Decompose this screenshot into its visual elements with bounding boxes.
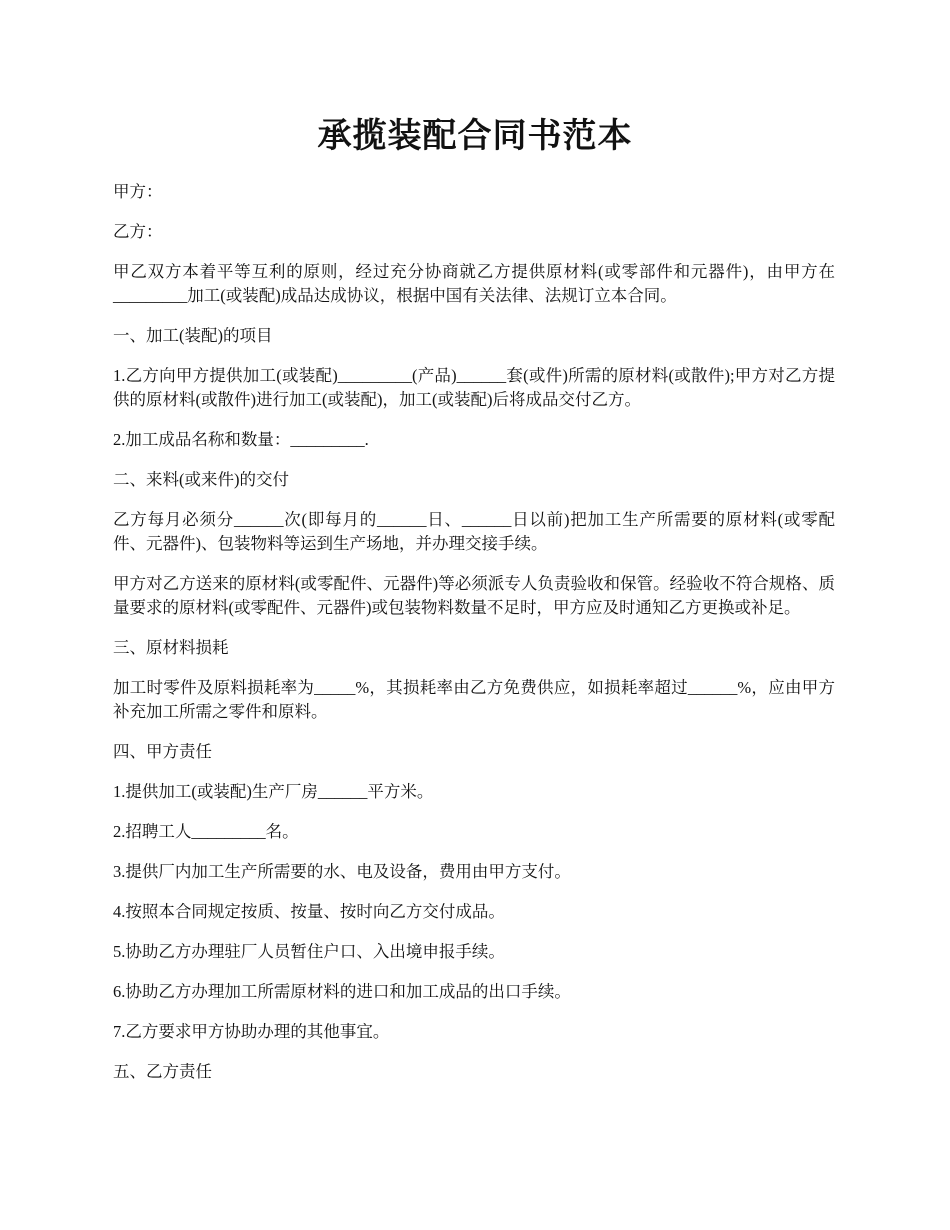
clause-1-1: 1.乙方向甲方提供加工(或装配)_________(产品)______套(或件)所需的原材料(或散件);甲方对乙方提供的原材料(或散件)进行加工(或装配)，加工(或装配)后将成品交付乙方。	[113, 366, 835, 409]
clause-3-1: 加工时零件及原料损耗率为_____%，其损耗率由乙方免费供应，如损耗率超过______%，应由甲方补充加工所需之零件和原料。	[113, 678, 835, 721]
clause-4-6: 6.协助乙方办理加工所需原材料的进口和加工成品的出口手续。	[113, 982, 571, 1001]
clause-4-1: 1.提供加工(或装配)生产厂房______平方米。	[113, 782, 434, 801]
section-heading-5: 五、乙方责任	[113, 1062, 212, 1081]
section-heading-1: 一、加工(装配)的项目	[113, 326, 273, 345]
party-b-line: 乙方：	[113, 222, 163, 241]
clause-1-2: 2.加工成品名称和数量：_________.	[113, 430, 369, 449]
preamble-paragraph: 甲乙双方本着平等互利的原则，经过充分协商就乙方提供原材料(或零部件和元器件)，由甲方在_________加工(或装配)成品达成协议，根据中国有关法律、法规订立本合同。	[113, 262, 835, 305]
section-heading-3: 三、原材料损耗	[113, 638, 229, 657]
document-body	[113, 180, 835, 1100]
section-heading-4: 四、甲方责任	[113, 742, 212, 761]
clause-4-4: 4.按照本合同规定按质、按量、按时向乙方交付成品。	[113, 902, 505, 921]
clause-2-1: 乙方每月必须分______次(即每月的______日、______日以前)把加工生产所需要的原材料(或零配件、元器件)、包装物料等运到生产场地，并办理交接手续。	[113, 510, 835, 553]
clause-4-5: 5.协助乙方办理驻厂人员暂住户口、入出境申报手续。	[113, 942, 505, 961]
section-heading-2: 二、来料(或来件)的交付	[113, 470, 289, 489]
document-title: 承揽装配合同书范本	[317, 118, 633, 155]
clause-4-2: 2.招聘工人_________名。	[113, 822, 299, 841]
clause-2-2: 甲方对乙方送来的原材料(或零配件、元器件)等必须派专人负责验收和保管。经验收不符合规格、质量要求的原材料(或零配件、元器件)或包装物料数量不足时，甲方应及时通知乙方更换或补足。	[113, 574, 835, 617]
clause-4-3: 3.提供厂内加工生产所需要的水、电及设备，费用由甲方支付。	[113, 862, 571, 881]
party-a-line: 甲方：	[113, 182, 163, 201]
clause-4-7: 7.乙方要求甲方协助办理的其他事宜。	[113, 1022, 390, 1041]
